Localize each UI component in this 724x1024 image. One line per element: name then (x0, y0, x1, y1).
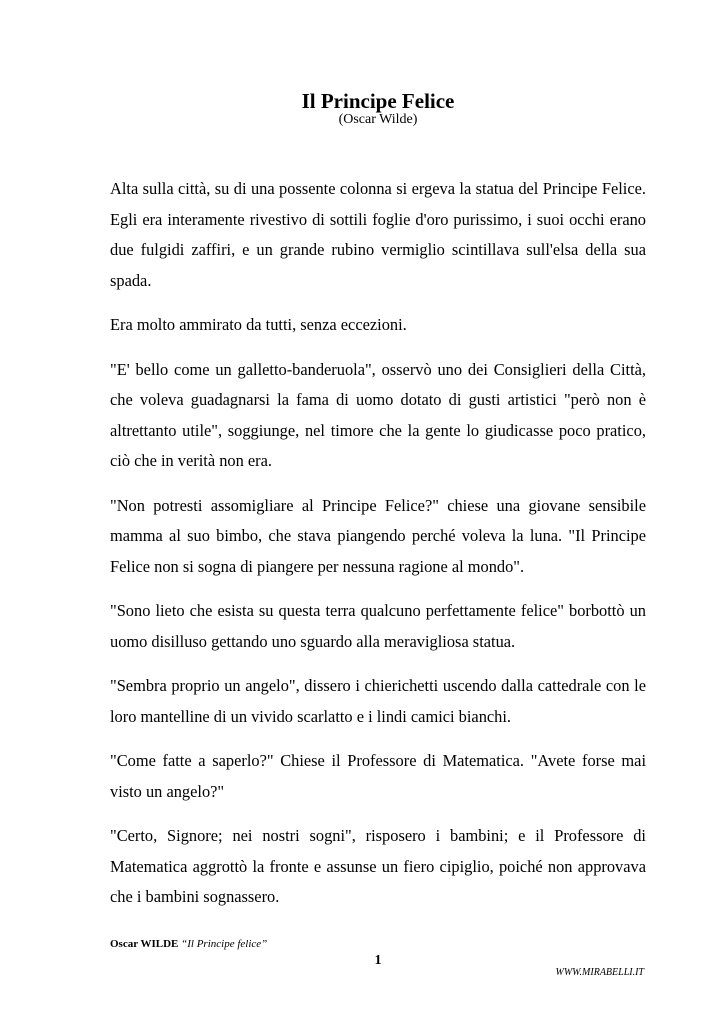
footer-work-title: “Il Principe felice” (181, 938, 268, 950)
paragraph: "Come fatte a saperlo?" Chiese il Professore di Matematica. "Avete forse mai visto un angelo?" (110, 751, 646, 801)
paragraph: "E' bello come un galletto-banderuola", osservò uno dei Consiglieri della Città, che voleva guadagnarsi la fama di uomo dotato di gusti artistici "però non è altrettanto utile", soggiunge, nel timore che la gente lo giudicasse poco pratico, ciò che in verità non era. (110, 359, 646, 470)
page-number: 1 (374, 953, 382, 968)
body-text (110, 174, 646, 927)
paragraph: Alta sulla città, su di una possente colonna si ergeva la statua del Principe Felice. Egli era interamente rivestivo di sottili foglie d'oro purissimo, i suoi occhi erano due fulgidi zaffiri, e un grande rubino vermiglio scintillava sull'elsa della sua spada. (110, 179, 646, 290)
paragraph: "Non potresti assomigliare al Principe Felice?" chiese una giovane sensibile mamma al suo bimbo, che stava piangendo perché voleva la luna. "Il Principe Felice non si sogna di piangere per nessuna ragione al mondo". (110, 495, 646, 576)
footer-website: WWW.MIRABELLI.IT (555, 967, 644, 978)
paragraph: "Sembra proprio un angelo", dissero i chierichetti uscendo dalla cattedrale con le loro mantelline di un vivido scarlatto e i lindi camici bianchi. (110, 676, 646, 726)
footer-author: Oscar WILDE (110, 938, 179, 950)
paragraph: Era molto ammirato da tutti, senza eccezioni. (110, 315, 407, 334)
paragraph: "Sono lieto che esista su questa terra qualcuno perfettamente felice" borbottò un uomo disilluso gettando uno sguardo alla meravigliosa statua. (110, 601, 646, 651)
footer-running-title (110, 937, 267, 951)
page-title: Il Principe Felice (301, 89, 455, 113)
page-subtitle: (Oscar Wilde) (338, 112, 418, 127)
paragraph: "Certo, Signore; nei nostri sogni", risposero i bambini; e il Professore di Matematica aggrottò la fronte e assunse un fiero cipiglio, poiché non approvava che i bambini sognassero. (110, 826, 646, 906)
